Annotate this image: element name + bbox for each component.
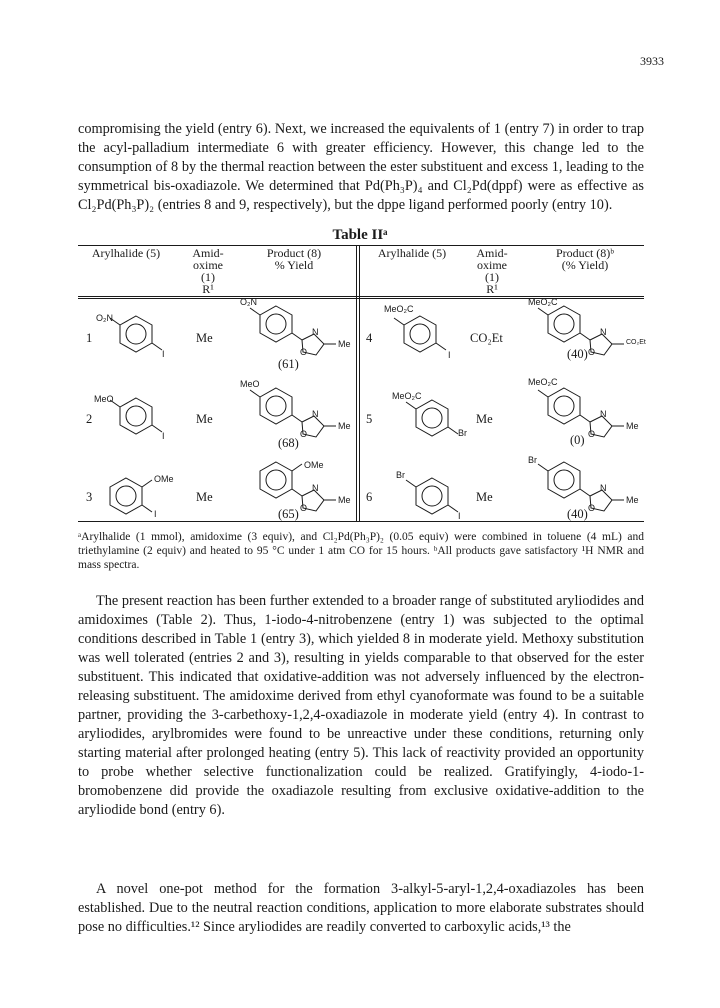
ring-n-label: N: [600, 409, 607, 419]
methyl-label: Me: [626, 495, 639, 505]
halide-label: I: [458, 511, 461, 521]
product-structure: [528, 300, 638, 365]
product-structure: [528, 382, 638, 447]
ester-label: CO₂Et: [626, 339, 646, 346]
paragraph-results: The present reaction has been further extended to a broader range of substituted aryliodides and amidoximes (Table 2). Thus, 1-iodo-4-nitrobenzene (entry 1) was subjected to the optimal conditions described in Table 1 (entry 3), which yielded 8 in moderate yield. Methoxy substitution was well tolerated (entries 2 and 3), resulting in yields comparable to that observed for the ester substituent. This indicated that oxidative-addition was not adversely influenced by the electron-releasing substituent. The amidoxime derived from ethyl cyanoformate was found to be a suitable partner, providing the 3-carbethoxy-1,2,4-oxadiazole in moderate yield (entry 4). In contrast to aryliodides, arylbromides were found to be unreactive under these conditions, returning only starting material after prolonged heating (entry 5). This lack of reactivity provided an opportunity to probe whether selective functionalization could be realized. Gratifyingly, 4-iodo-1-bromobenzene did provide the oxadiazole resulting from exclusive oxidative-addition to the aryliodide bond (entry 6).: [78, 593, 644, 818]
r1-value: Me: [196, 331, 213, 345]
yield-value: (65): [278, 507, 299, 521]
ring-n-label: N: [600, 327, 607, 337]
table-title: Table IIᵃ: [332, 227, 388, 243]
methyl-label: Me: [338, 339, 351, 349]
substituent-label: Br: [396, 470, 405, 480]
product-substituent: O₂N: [240, 297, 257, 307]
substituent-label: MeO₂C: [384, 304, 414, 314]
substituent-label: MeO: [94, 394, 114, 404]
entry-number: 5: [366, 412, 373, 426]
yield-value: (61): [278, 357, 299, 371]
arylhalide-structure: [380, 308, 460, 373]
entry-number: 2: [86, 412, 93, 426]
product-substituent: MeO₂C: [528, 377, 558, 387]
halide-label: I: [448, 350, 451, 360]
substituent-label: O₂N: [96, 313, 113, 323]
product-substituent: MeO: [240, 379, 260, 389]
header-product-right: Product (8)ᵇ (% Yield): [555, 246, 615, 272]
ring-n-label: N: [600, 483, 607, 493]
r1-value: Me: [196, 490, 213, 504]
entry-number: 1: [86, 331, 93, 345]
header-arylhalide-right: Arylhalide (5): [377, 246, 447, 260]
product-structure: [528, 456, 638, 521]
product-structure: [240, 456, 350, 521]
product-substituent: MeO₂C: [528, 297, 558, 307]
table-header-rule: [78, 296, 644, 299]
r1-value: Me: [476, 490, 493, 504]
ring-n-label: N: [312, 409, 319, 419]
header-arylhalide-left: Arylhalide (5): [91, 246, 161, 260]
header-product-left: Product (8) % Yield: [266, 246, 322, 272]
ring-o-label: O: [588, 429, 596, 439]
r1-value: Me: [196, 412, 213, 426]
ring-n-label: N: [312, 327, 319, 337]
ring-o-label: O: [588, 347, 596, 357]
header-amidoxime-right: Amid- oxime (1) R¹: [476, 246, 508, 296]
product-structure: [240, 300, 350, 365]
ring-o-label: O: [300, 429, 308, 439]
substituent-label: OMe: [154, 474, 174, 484]
halide-label: Br: [458, 428, 467, 438]
r1-value: CO₂Et: [470, 331, 503, 345]
arylhalide-structure: [392, 392, 472, 457]
product-structure: [240, 382, 350, 447]
product-substituent: OMe: [304, 460, 324, 470]
entry-number: 4: [366, 331, 373, 345]
table-footnote: ᵃArylhalide (1 mmol), amidoxime (3 equiv), and Cl₂Pd(Ph₃P)₂ (0.05 equiv) were combined in toluene (4 mL) and triethylamine (2 equiv) and heated to 95 °C under 1 atm CO for 15 hours. ᵇAll products gave satisfactory ¹H NMR and mass spectra.: [78, 531, 644, 571]
paragraph-intro: compromising the yield (entry 6). Next, we increased the equivalents of 1 (entry 7) in order to trap the acyl-palladium intermediate 6 with greater efficiency. However, this change led to the consumption of 8 by the thermal reaction between the ester substituent and excess 1, leading to the symmetrical bis-oxadiazole. We determined that Pd(Ph₃P)₄ and Cl₂Pd(dppf) were as effective as Cl₂Pd(Ph₃P)₂ (entries 8 and 9, respectively), but the dppe ligand performed poorly (entry 10).: [78, 121, 644, 213]
ring-n-label: N: [312, 483, 319, 493]
methyl-label: Me: [338, 421, 351, 431]
methyl-label: Me: [626, 421, 639, 431]
halide-label: I: [154, 509, 157, 519]
ring-o-label: O: [588, 503, 596, 513]
header-amidoxime-left: Amid- oxime (1) R¹: [192, 246, 224, 296]
halide-label: I: [162, 349, 165, 359]
paragraph-conclusion: A novel one-pot method for the formation 3-alkyl-5-aryl-1,2,4-oxadiazoles has been established. Due to the neutral reaction conditions, application to more elaborate substrates should pose no difficulties.¹² Since aryliodides are readily converted to carboxylic acids,¹³ the: [78, 881, 644, 935]
product-substituent: Br: [528, 455, 537, 465]
yield-value: (40): [567, 507, 588, 521]
ring-o-label: O: [300, 503, 308, 513]
methyl-label: Me: [338, 495, 351, 505]
page-number: 3933: [640, 54, 664, 68]
entry-number: 3: [86, 490, 93, 504]
yield-value: (40): [567, 347, 588, 361]
r1-value: Me: [476, 412, 493, 426]
entry-number: 6: [366, 490, 373, 504]
yield-value: (68): [278, 436, 299, 450]
table-column-divider: [356, 245, 360, 522]
yield-value: (0): [570, 433, 585, 447]
halide-label: I: [162, 431, 165, 441]
ring-o-label: O: [300, 347, 308, 357]
substituent-label: MeO₂C: [392, 391, 422, 401]
